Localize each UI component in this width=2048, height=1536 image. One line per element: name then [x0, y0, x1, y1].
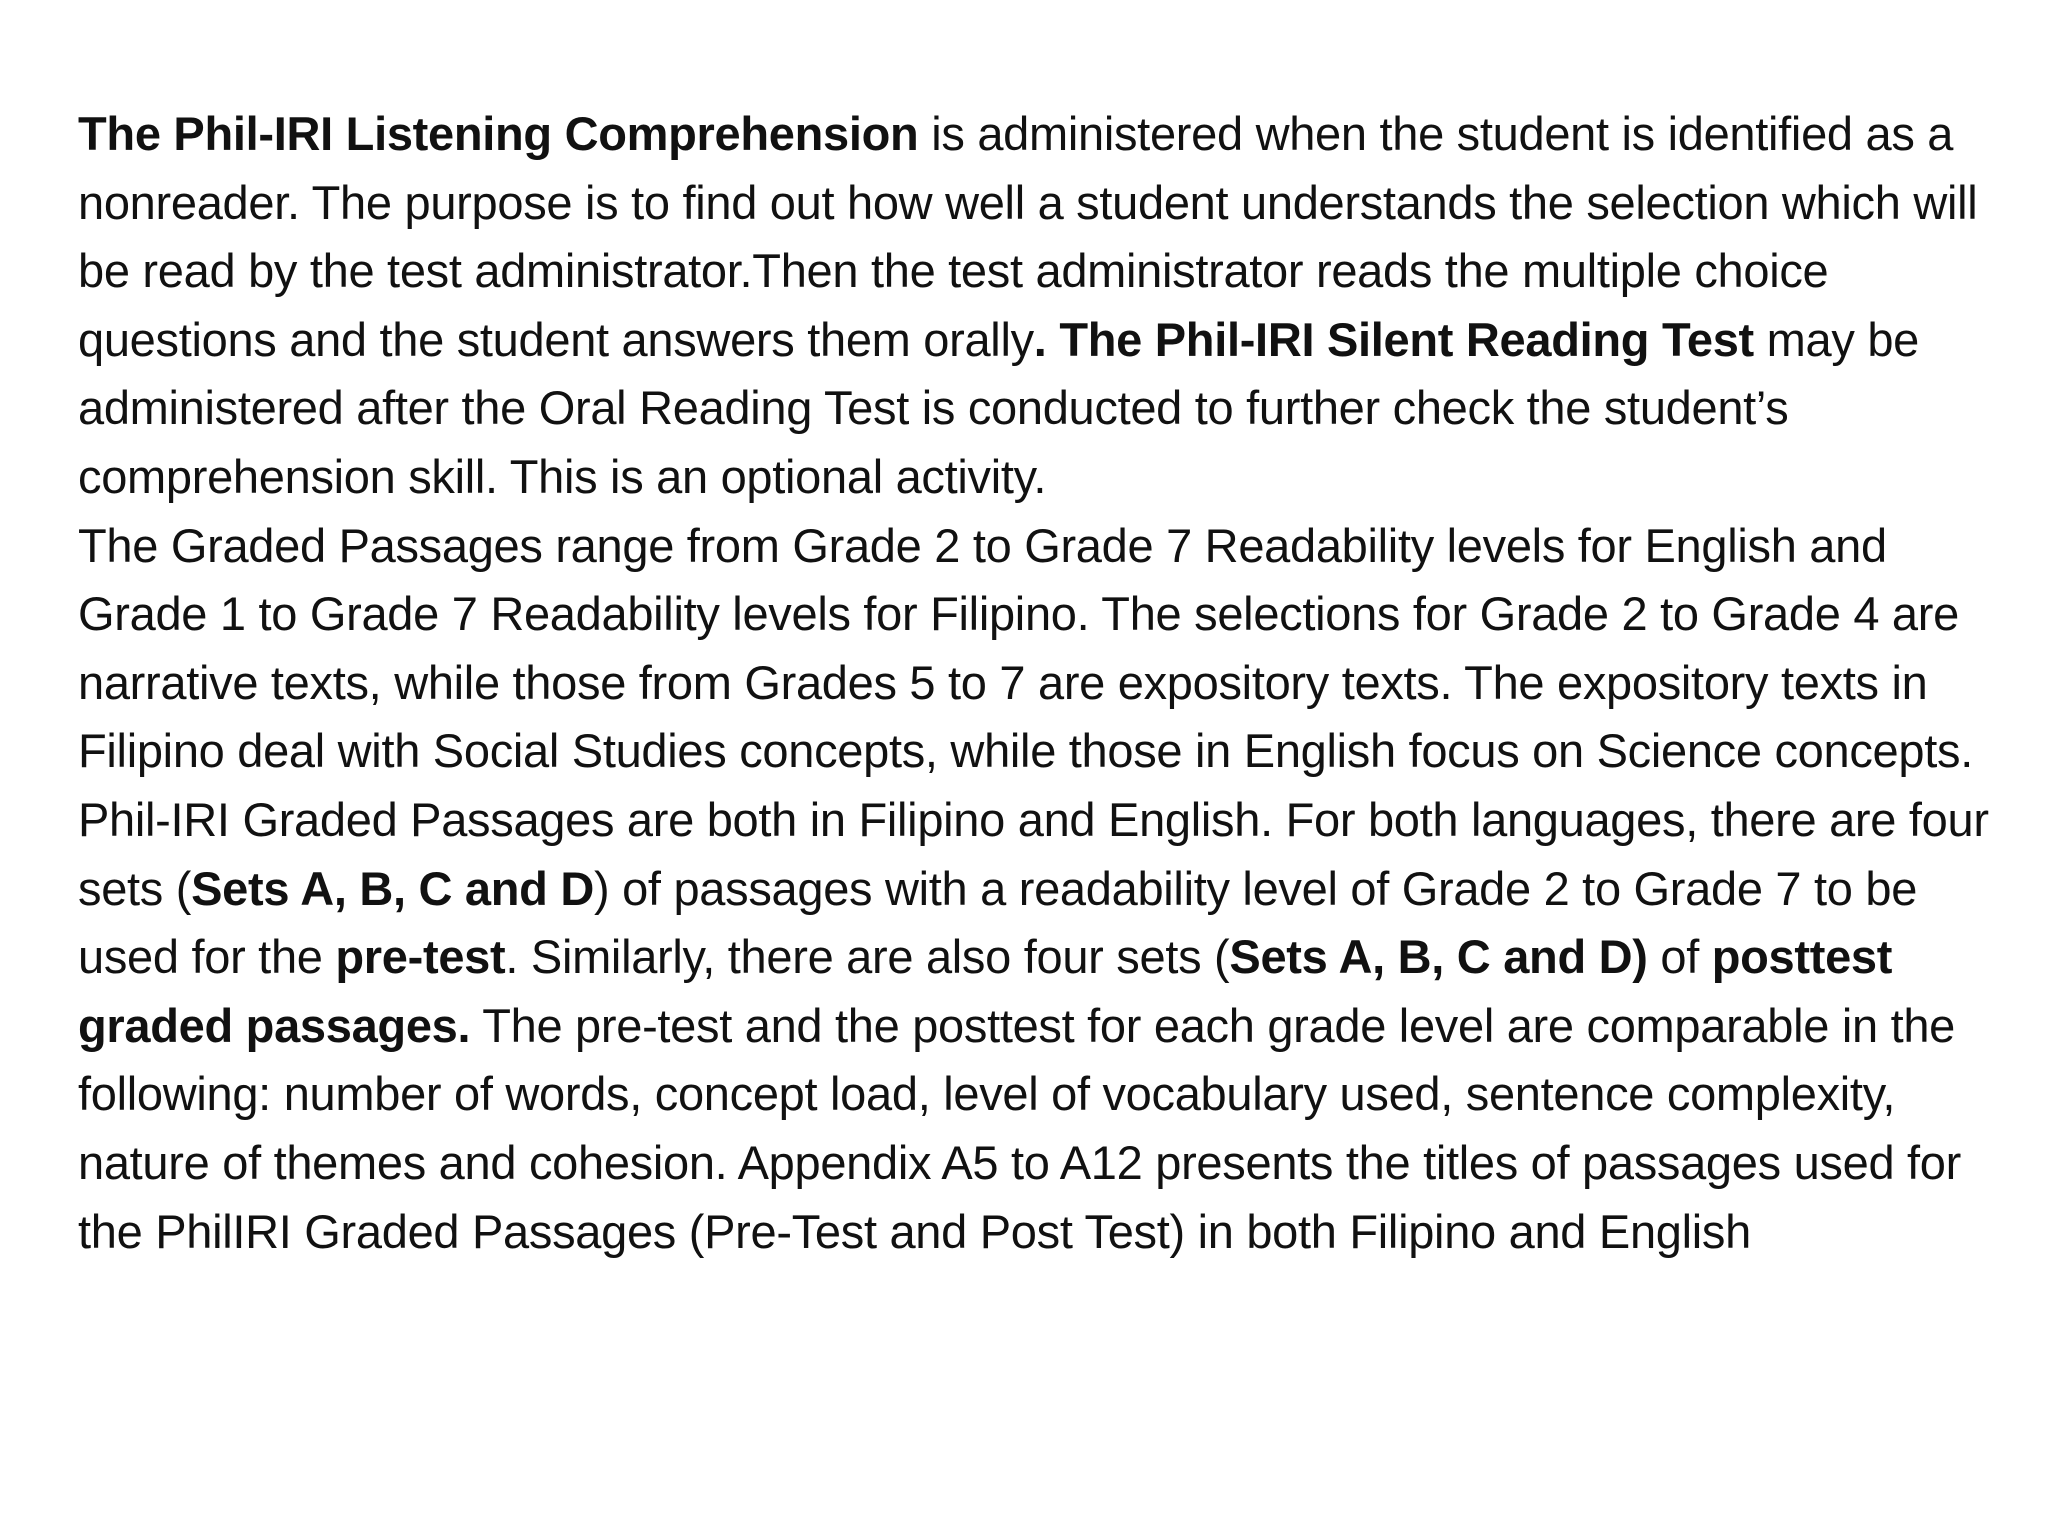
paragraph-graded-passages-sets: [78, 786, 2008, 1266]
text-body: [78, 100, 2008, 1266]
text-span: may be administered after the Oral Reading Test is conducted to further check the student’s comprehension skill. This is an optional activity.: [78, 312, 1920, 503]
bold-phrase: pre-test: [335, 930, 506, 984]
paragraph-graded-passages-range: [78, 512, 2008, 786]
text-span: is administered when the student is identified as a nonreader. The purpose is to find out how well a student understands the selection which will be read by the test administrator.Then the test administrator reads the multiple choice questions and the student answers them orally: [78, 107, 1978, 366]
bold-phrase: . The Phil-IRI Silent Reading Test: [1033, 312, 1754, 366]
bold-phrase: Sets A, B, C and D: [191, 861, 594, 915]
bold-phrase: The Phil-IRI Listening Comprehension: [78, 107, 919, 160]
bold-phrase: Sets A, B, C and D): [1229, 930, 1648, 984]
text-span: of: [1647, 930, 1712, 984]
text-span: Phil-IRI Graded Passages are both in Filipino and English. For both languages, there are four sets (: [78, 792, 1989, 915]
bold-phrase: posttest graded passages.: [78, 930, 1893, 1052]
text-span: The pre-test and the posttest for each grade level are comparable in the following: number of words, concept load, level of vocabulary used, sentence complexity, nature of themes and cohesion. Appendix A5 to A12 presents the titles of passages used for the PhilIRI Graded Passages (Pre-Test and Post Test) in both Filipino and English: [78, 998, 1961, 1258]
text-span: The Graded Passages range from Grade 2 to Grade 7 Readability levels for English and Grade 1 to Grade 7 Readability levels for Filipino. The selections for Grade 2 to Grade 4 are narrative texts, while those from Grades 5 to 7 are expository texts. The expository texts in Filipino deal with Social Studies concepts, while those in English focus on Science concepts.: [78, 518, 1973, 778]
text-span: ) of passages with a readability level of Grade 2 to Grade 7 to be used for the: [78, 861, 1918, 984]
paragraph-listening-comprehension: [78, 100, 2008, 512]
text-span: . Similarly, there are also four sets (: [505, 930, 1230, 984]
